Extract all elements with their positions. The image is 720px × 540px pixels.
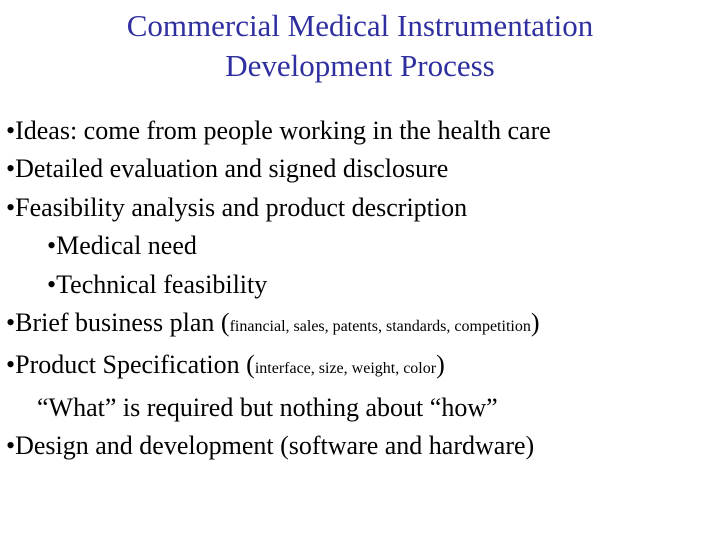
bullet-ideas: •Ideas: come from people working in the health care (6, 116, 551, 145)
product-spec-details: interface, size, weight, color (254, 360, 437, 378)
bullet-design-development: •Design and development (software and hardware) (6, 431, 535, 461)
business-plan-close: ) (530, 308, 540, 338)
business-plan-details: financial, sales, patents, standards, competition (229, 318, 531, 336)
spec-note-what-not-how: “What” is required but nothing about “how” (37, 392, 498, 422)
sub-bullet-medical-need: •Medical need (47, 231, 197, 261)
business-plan-label: •Brief business plan ( (6, 308, 230, 338)
title-line-2: Development Process (225, 48, 495, 83)
title-line-1: Commercial Medical Instrumentation (126, 8, 594, 43)
bullet-list (6, 112, 716, 466)
product-spec-close: ) (436, 350, 445, 380)
bullet-evaluation: •Detailed evaluation and signed disclosure (6, 154, 449, 184)
bullet-product-specification (6, 346, 716, 388)
sub-bullet-technical-feasibility: •Technical feasibility (47, 269, 268, 299)
product-spec-label: •Product Specification ( (6, 350, 255, 380)
bullet-feasibility: •Feasibility analysis and product description (6, 192, 468, 222)
bullet-business-plan (6, 304, 716, 346)
slide-title (0, 6, 720, 86)
